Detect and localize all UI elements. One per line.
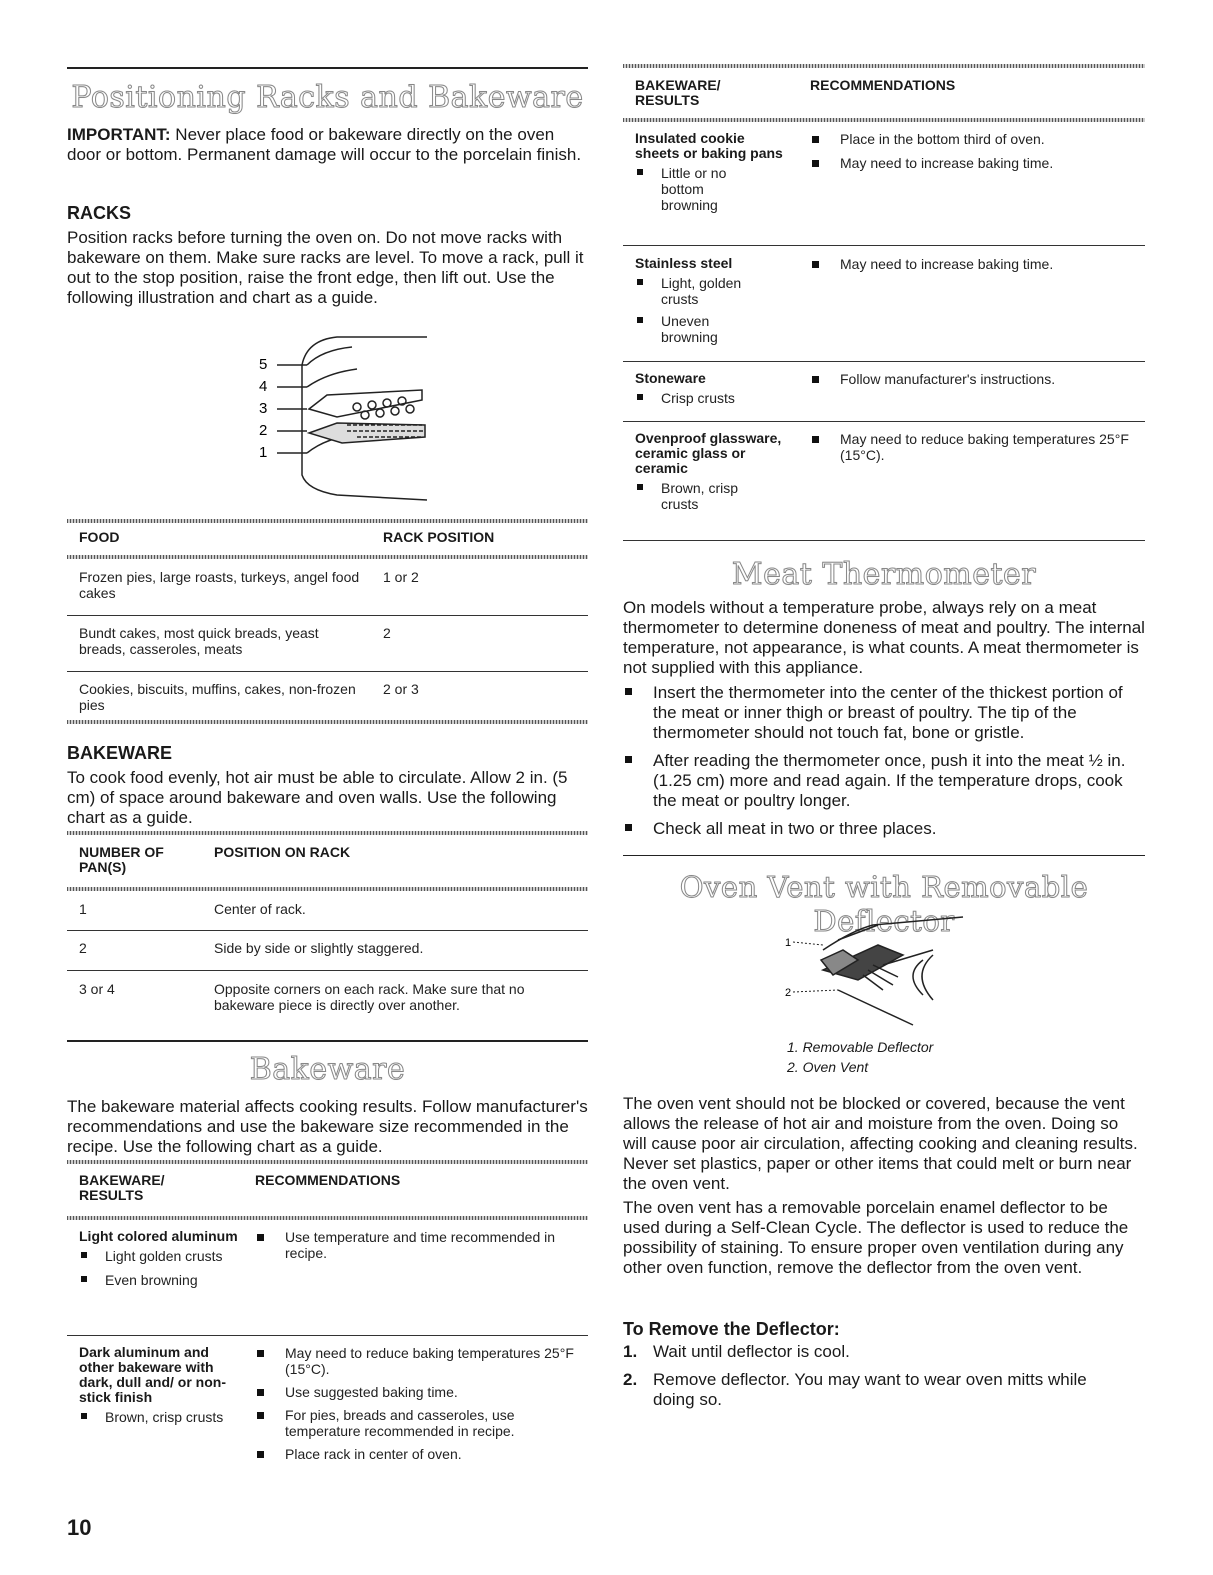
row-divider bbox=[67, 1335, 588, 1336]
step-number: 2. bbox=[623, 1370, 638, 1389]
row-divider bbox=[623, 361, 1145, 362]
caption-vent: 2. Oven Vent bbox=[787, 1059, 869, 1075]
meat-text: On models without a temperature probe, always rely on a meat thermometer to determine doneness of meat and poultry. The internal temperature, not appearance, is what counts. A meat thermometer is not supplied with this appliance. bbox=[623, 598, 1145, 677]
caption-deflector: 1. Removable Deflector bbox=[787, 1039, 934, 1055]
meat-bullet: Check all meat in two or three places. bbox=[623, 819, 1145, 839]
result-item: Brown, crisp crusts bbox=[79, 1409, 244, 1425]
important-text: Never place food or bakeware directly on the oven door or bottom. Permanent damage will occur to the porcelain finish. bbox=[67, 125, 582, 164]
rack-num-1: 1 bbox=[259, 444, 268, 461]
row-divider bbox=[67, 671, 588, 672]
vent-paragraph-1: The oven vent should not be blocked or covered, because the vent allows the release of hot air and moisture from the oven. Doing so will cause poor air circulation, affecting cooking and cleaning results. Never set plastics, paper or other items that could melt or burn near the oven vent. bbox=[623, 1094, 1138, 1193]
header-rule bbox=[67, 1216, 588, 1220]
result-item: Light golden crusts bbox=[79, 1248, 244, 1264]
rack-num-5: 5 bbox=[259, 356, 268, 373]
row-divider bbox=[67, 930, 588, 931]
meat-bullet: After reading the thermometer once, push it into the meat ½ in. (1.25 cm) more and read again. If the temperature drops, cook the meat or poultry longer. bbox=[623, 751, 1145, 811]
recommendations-insulated bbox=[810, 131, 1140, 171]
recommendation-item: Use suggested baking time. bbox=[255, 1384, 575, 1400]
row-divider bbox=[67, 615, 588, 616]
recommendation-item: Place in the bottom third of oven. bbox=[810, 131, 1140, 147]
table-cell: 2 or 3 bbox=[383, 681, 419, 697]
rack-num-2: 2 bbox=[259, 422, 268, 439]
row-divider bbox=[623, 421, 1145, 422]
bakeware-results-header: BAKEWARE/ RESULTS bbox=[79, 1172, 165, 1203]
section-rule bbox=[67, 67, 588, 69]
oven-vent-illustration bbox=[783, 915, 983, 1035]
result-item: Little or no bottom browning bbox=[635, 165, 751, 213]
callout-2: 2 bbox=[785, 987, 792, 999]
table-top-rule bbox=[67, 519, 588, 523]
result-item: Crisp crusts bbox=[635, 390, 785, 406]
recommendations-header: RECOMMENDATIONS bbox=[810, 77, 956, 93]
remove-steps bbox=[623, 1342, 1105, 1410]
header-rule bbox=[67, 887, 588, 891]
callout-1: 1 bbox=[785, 937, 792, 949]
vent-paragraph-2: The oven vent has a removable porcelain enamel deflector to be used during a Self-Clean Cycle. The deflector is used to reduce the possibility of staining. To ensure proper oven ventilation during any other oven function, remove the deflector from the oven vent. bbox=[623, 1198, 1129, 1277]
table-top-rule bbox=[67, 831, 588, 835]
recommendations-stainless bbox=[810, 256, 1140, 272]
table-cell: 2 bbox=[383, 625, 391, 641]
result-item: Even browning bbox=[79, 1272, 244, 1288]
table-cell: Bundt cakes, most quick breads, yeast breads, casseroles, meats bbox=[79, 625, 319, 657]
recommendations-dark-aluminum bbox=[255, 1345, 575, 1462]
table-cell: Side by side or slightly staggered. bbox=[214, 940, 424, 956]
recommendation-item: For pies, breads and casseroles, use temperature recommended in recipe. bbox=[255, 1407, 575, 1439]
bakeware-results-header: BAKEWARE/ RESULTS bbox=[635, 77, 721, 108]
recommendations-stoneware bbox=[810, 371, 1140, 387]
bakeware-text: The bakeware material affects cooking results. Follow manufacturer's recommendations and use the bakeware size recommended in the recipe. Use the following chart as a guide. bbox=[67, 1097, 588, 1156]
positioning-title: Positioning Racks and Bakeware bbox=[71, 80, 584, 115]
result-item: Light, golden crusts bbox=[635, 275, 771, 307]
bakeware-name: Dark aluminum and other bakeware with dark, dull and/ or non-stick finish bbox=[79, 1344, 226, 1405]
bakeware-title: Bakeware bbox=[249, 1052, 406, 1087]
result-item: Uneven browning bbox=[635, 313, 761, 345]
table-cell: Center of rack. bbox=[214, 901, 306, 917]
table-cell: Cookies, biscuits, muffins, cakes, non-frozen pies bbox=[79, 681, 356, 713]
bakeware-row-stoneware bbox=[635, 371, 785, 406]
bakeware-subheading: BAKEWARE bbox=[67, 743, 173, 763]
recommendation-item: May need to reduce baking temperatures 25°F (15°C). bbox=[255, 1345, 575, 1377]
table-cell: 3 or 4 bbox=[79, 981, 115, 997]
step-text: Remove deflector. You may want to wear oven mitts while doing so. bbox=[653, 1370, 1087, 1409]
table-cell: Opposite corners on each rack. Make sure that no bakeware piece is directly over another. bbox=[214, 981, 525, 1013]
table-cell: 2 bbox=[79, 940, 87, 956]
meat-bullet: Insert the thermometer into the center of the thickest portion of the meat or inner thigh or breast of poultry. The tip of the thermometer should not touch fat, bone or gristle. bbox=[623, 683, 1145, 743]
table-top-rule bbox=[623, 64, 1145, 68]
recommendations-light-aluminum bbox=[255, 1229, 575, 1261]
rack-position-col-header: RACK POSITION bbox=[383, 529, 495, 545]
row-divider bbox=[623, 245, 1145, 246]
recommendation-item: Place rack in center of oven. bbox=[255, 1446, 575, 1462]
meat-bullets bbox=[623, 683, 1145, 839]
racks-text: Position racks before turning the oven on. Do not move racks with bakeware on them. Make sure racks are level. To move a rack, pull it out to the stop position, raise the front edge, then lift out. Use the following illustration and chart as a guide. bbox=[67, 228, 584, 307]
recommendations-glassware bbox=[810, 431, 1140, 463]
bakeware-name: Insulated cookie sheets or baking pans bbox=[635, 130, 783, 161]
bakeware-name: Stoneware bbox=[635, 370, 706, 386]
header-rule bbox=[623, 118, 1145, 122]
recommendation-item: May need to increase baking time. bbox=[810, 256, 1140, 272]
section-rule bbox=[623, 855, 1145, 856]
step-number: 1. bbox=[623, 1342, 638, 1361]
number-of-pans-header: NUMBER OF PAN(S) bbox=[79, 844, 164, 875]
position-on-rack-header: POSITION ON RACK bbox=[214, 844, 351, 860]
racks-heading: RACKS bbox=[67, 203, 132, 223]
rack-num-3: 3 bbox=[259, 400, 268, 417]
table-cell: Frozen pies, large roasts, turkeys, angel food cakes bbox=[79, 569, 360, 601]
bakeware-row-stainless bbox=[635, 256, 785, 345]
header-rule bbox=[67, 555, 588, 559]
bakeware-row-light-aluminum bbox=[79, 1229, 244, 1288]
result-item: Brown, crisp crusts bbox=[635, 480, 761, 512]
section-rule bbox=[67, 1040, 588, 1042]
recommendations-header: RECOMMENDATIONS bbox=[255, 1172, 401, 1188]
table-top-rule bbox=[67, 1160, 588, 1164]
row-divider bbox=[67, 970, 588, 971]
table-cell: 1 or 2 bbox=[383, 569, 419, 585]
bakeware-name: Stainless steel bbox=[635, 255, 733, 271]
meat-thermometer-title: Meat Thermometer bbox=[731, 557, 1037, 592]
step-item bbox=[623, 1370, 1105, 1410]
important-note bbox=[67, 125, 588, 165]
recommendation-item: May need to reduce baking temperatures 25°F (15°C). bbox=[810, 431, 1140, 463]
remove-deflector-heading: To Remove the Deflector: bbox=[623, 1319, 840, 1339]
oven-rack-illustration bbox=[247, 325, 447, 505]
bakeware-row-insulated bbox=[635, 131, 785, 213]
table-bottom-rule bbox=[67, 720, 588, 724]
row-divider bbox=[623, 540, 1145, 541]
food-col-header: FOOD bbox=[79, 529, 120, 545]
bakeware-row-glassware bbox=[635, 431, 795, 512]
rack-num-4: 4 bbox=[259, 378, 268, 395]
bakeware-sub-text: To cook food evenly, hot air must be able to circulate. Allow 2 in. (5 cm) of space around bakeware and oven walls. Use the following chart as a guide. bbox=[67, 768, 568, 827]
page-number: 10 bbox=[67, 1515, 92, 1540]
recommendation-item: May need to increase baking time. bbox=[810, 155, 1140, 171]
bakeware-name: Ovenproof glassware, ceramic glass or ceramic bbox=[635, 430, 782, 476]
recommendation-item: Follow manufacturer's instructions. bbox=[810, 371, 1140, 387]
bakeware-name: Light colored aluminum bbox=[79, 1228, 238, 1244]
important-label: IMPORTANT: bbox=[67, 125, 171, 144]
recommendation-item: Use temperature and time recommended in recipe. bbox=[255, 1229, 575, 1261]
step-text: Wait until deflector is cool. bbox=[653, 1342, 850, 1361]
bakeware-row-dark-aluminum bbox=[79, 1345, 244, 1425]
step-item bbox=[623, 1342, 1105, 1362]
table-cell: 1 bbox=[79, 901, 87, 917]
oven-vent-title: Oven Vent with Removable Deflector bbox=[679, 870, 1089, 938]
